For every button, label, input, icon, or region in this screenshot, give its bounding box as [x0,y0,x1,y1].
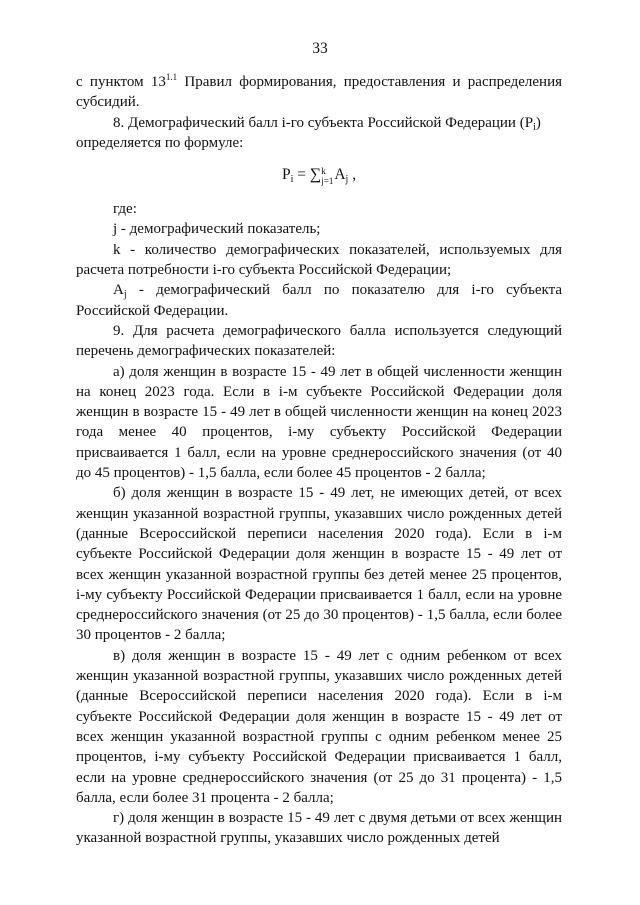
aj-definition-text: - демографический балл по показателю для i-го субъекта Российской Федерации. [76,282,562,319]
formula-lhs: P [281,166,291,184]
formula-limits [321,166,333,186]
aj-definition [76,280,562,321]
intro-paragraph [76,72,562,113]
j-definition: j - демографический показатель; [113,221,321,238]
subitem-v: в) доля женщин в возрасте 15 - 49 лет с одним ребенком от всех женщин указанной возрастной группы, указавших число рожденных детей (данные Всероссийской переписи населения 2020 года). Если в i-м субъекте Российской Федерации доля женщин в возрасте 15 - 49 лет от всех женщин указанной возрастной группы с одним ребенком менее 25 процентов, i-му субъекту Российской Федерации присваивается 1 балл, если на уровне среднероссийского значения (от 25 до 31 процента) - 1,5 балла, если более 31 процента - 2 балла; [76,647,562,806]
formula-tail: , [348,166,357,184]
subitem-g: г) доля женщин в возрасте 15 - 49 лет с двумя детьми от всех женщин указанной возрастной группы, указавших число рожденных детей [76,810,562,847]
formula-term: A [334,166,346,184]
intro-text-start: с пунктом 13 [76,74,166,90]
formula [76,163,562,187]
intro-superscript: 1.1 [165,72,178,82]
item-9-paragraph: 9. Для расчета демографического балла используется следующий перечень демографических показателей: [76,322,562,360]
formula-sigma: ∑ [309,166,322,184]
item-8-text: 8. Демографический балл i-го субъекта Российской Федерации (P [113,114,534,131]
intro-text-end: Правил формирования, предоставления и распределения субсидий. [76,74,563,111]
where-label: где: [113,201,137,218]
subitem-a: а) доля женщин в возрасте 15 - 49 лет в общей численности женщин на конец 2023 года. Если в i-м субъекте Российской Федерации доля женщин в возрасте 15 - 49 лет в общей численности женщин на конец 2023 года менее 40 процентов, i-му субъекту Российской Федерации присваивается 1 балл, если на уровне среднероссийского значения (от 40 до 45 процентов) - 1,5 балла, если более 45 процентов - 2 балла; [76,363,562,482]
formula-upper-limit: k [321,165,326,176]
item-8-line-2: определяется по формуле: [76,134,244,151]
formula-equals: = [293,166,310,184]
formula-lower-limit: j=1 [321,175,334,186]
aj-symbol: A [113,282,124,299]
subitem-b: б) доля женщин в возрасте 15 - 49 лет, не имеющих детей, от всех женщин указанной возрастной группы, указавших число рожденных детей (данные Всероссийской переписи населения 2020 года). Если в i-м субъекте Российской Федерации доля женщин в возрасте 15 - 49 лет от всех женщин указанной возрастной группы без детей менее 25 процентов, i-му субъекту Российской Федерации присваивается 1 балл, если на уровне среднероссийского значения (от 25 до 30 процентов) - 1,5 балла, если более 30 процентов - 2 балла; [76,485,562,644]
aj-subscript: j [123,289,127,301]
formula-lhs-sub: i [290,174,294,186]
item-8-paragraph [76,113,562,133]
item-8-subscript: i [533,121,536,133]
k-definition: k - количество демографических показателей, используемых для расчета потребности i-го субъекта Российской Федерации; [76,241,562,279]
page-number: 33 [312,40,328,57]
item-8-close: ) [535,114,541,131]
formula-term-sub: j [345,174,349,186]
document-body [76,72,562,849]
